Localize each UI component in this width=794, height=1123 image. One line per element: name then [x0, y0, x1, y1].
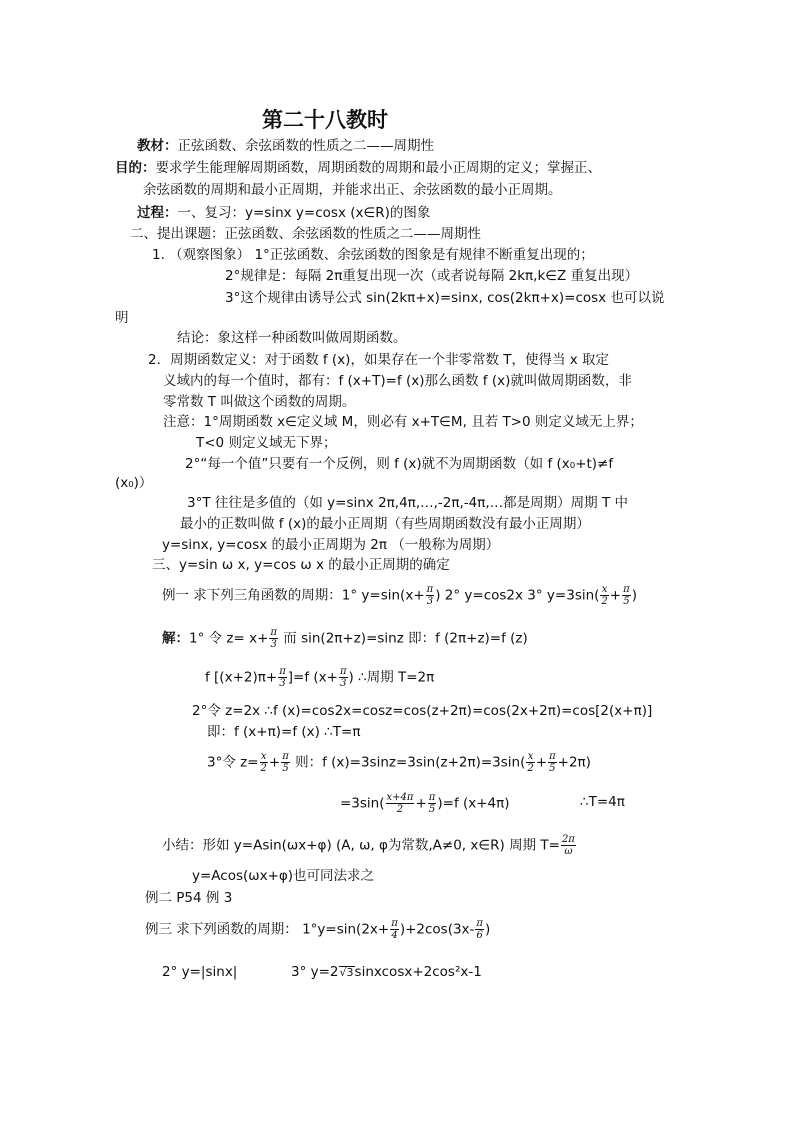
summary-line: 小结：形如 y=Asin(ωx+φ) (A, ω, φ为常数,A≠0, x∈R) 周期 T= $\frac{2\pi}{\omega}$ [162, 834, 575, 857]
aim-line-2: 余弦函数的周期和最小正周期，并能求出正、余弦函数的最小正周期。 [143, 182, 562, 198]
example-1-prompt: 例一 求下列三角函数的周期：1° y=sin(x+ [162, 587, 425, 604]
note-2b: (x₀)） [115, 475, 153, 491]
solution-1-step: f [(x+2)π+ $\frac{\pi}{3}$ ]=f (x+ $\frac{\pi}{3}$ ) ∴周期 T=2π [205, 666, 435, 689]
fraction-2pi-over-omega: $\frac{2\pi}{\omega}$ [561, 834, 575, 857]
sqrt-3: √3 [339, 966, 354, 979]
section-2-heading: 二、提出课题：正弦函数、余弦函数的性质之二——周期性 [130, 226, 481, 242]
aim-label: 目的： [115, 160, 156, 176]
p1-line-1: 1. （观察图象） 1°正弦函数、余弦函数的图象是有规律不断重复出现的； [152, 247, 594, 263]
example-3: 例三 求下列函数的周期： 1°y=sin(2x+ $\frac{\pi}{4}$ )+2cos(3x- $\frac{\pi}{6}$ ) [145, 918, 491, 941]
p1-conclusion: 结论：象这样一种函数叫做周期函数。 [177, 330, 407, 346]
solution-3b: =3sin( $\frac{x+4\pi}{2}$ + $\frac{\pi}{5}$ )=f (x+4π) [340, 792, 510, 815]
process-label: 过程： [137, 205, 178, 221]
example-1-part2: ) 2° y=cos2x 3° y=3sin( [435, 587, 600, 604]
fraction-x-over-2: $\frac{x}{2}$ [601, 584, 608, 607]
p2-line-3: 零常数 T 叫做这个函数的周期。 [163, 394, 356, 410]
fraction-pi-over-5: $\frac{\pi}{5}$ [428, 792, 436, 815]
process-line [137, 203, 430, 223]
p1-line-2: 2°规律是：每隔 2π重复出现一次（或者说每隔 2kπ,k∈Z 重复出现） [225, 268, 639, 284]
page-title: 第二十八教时 [262, 108, 388, 132]
solution-label: 解： [162, 630, 189, 647]
p1-line-4: 明 [115, 310, 129, 326]
p2-line-1: 2．周期函数定义：对于函数 f (x)，如果存在一个非零常数 T，使得当 x 取定 [148, 352, 610, 368]
fraction-pi-over-6: $\frac{\pi}{6}$ [476, 918, 483, 941]
example-1: 例一 求下列三角函数的周期：1° y=sin(x+ $\frac{\pi}{3}$ ) 2° y=cos2x 3° y=3sin( $\frac{x}{2}$ + $\frac{\pi}{5}$ ) [162, 584, 637, 607]
note-2: 2°“每一个值”只要有一个反例，则 f (x)就不为周期函数（如 f (x₀+t)≠f [185, 456, 614, 472]
note-1b: T<0 则定义域无下界； [196, 435, 337, 451]
fraction-pi-over-5: $\frac{\pi}{5}$ [623, 584, 630, 607]
solution-1: 解：1° 令 z= x+ $\frac{\pi}{3}$ 而 sin(2π+z)=sinz 即：f (2π+z)=f (z) [162, 627, 528, 650]
fraction-pi-over-3: $\frac{\pi}{3}$ [270, 627, 277, 650]
example-3-part-3: 3° y=2√3sinxcosx+2cos²x-1 [291, 964, 482, 980]
solution-2: 2°令 z=2x ∴f (x)=cos2x=cosz=cos(z+2π)=cos(2x+2π)=cos[2(x+π)] [192, 703, 653, 719]
note-1: 注意：1°周期函数 x∈定义域 M，则必有 x+T∈M, 且若 T>0 则定义域无上界； [163, 414, 643, 430]
material-text: 正弦函数、余弦函数的性质之二——周期性 [177, 138, 434, 154]
summary-line-2: y=Acos(ωx+φ)也可同法求之 [192, 868, 375, 884]
note-3: 3°T 往往是多值的（如 y=sinx 2π,4π,…,-2π,-4π,…都是周期）周期 T 中 [187, 495, 628, 511]
fraction-x-over-2: $\frac{x}{2}$ [260, 751, 267, 774]
fraction-pi-over-3: $\frac{\pi}{3}$ [339, 666, 347, 689]
note-4: y=sinx, y=cosx 的最小正周期为 2π （一般称为周期） [162, 537, 500, 553]
section-3-heading: 三、y=sin ω x, y=cos ω x 的最小正周期的确定 [152, 557, 450, 573]
fraction-pi-over-3: $\frac{\pi}{3}$ [426, 584, 434, 607]
example-2: 例二 P54 例 3 [145, 890, 233, 906]
fraction-pi-over-3: $\frac{\pi}{3}$ [279, 666, 286, 689]
material-line [137, 136, 434, 156]
fraction-pi-over-5: $\frac{\pi}{5}$ [549, 751, 556, 774]
p2-line-2: 义域内的每一个值时，都有：f (x+T)=f (x)那么函数 f (x)就叫做周期函数，非 [163, 373, 632, 389]
material-label: 教材： [137, 138, 178, 154]
fraction-x-over-2: $\frac{x}{2}$ [527, 751, 534, 774]
solution-2b: 即：f (x+π)=f (x) ∴T=π [207, 724, 361, 740]
summary-label: 小结： [162, 837, 203, 854]
process-text: 一、复习：y=sinx y=cosx (x∈R)的图象 [177, 205, 431, 221]
solution-3: 3°令 z= $\frac{x}{2}$ + $\frac{\pi}{5}$ 则：f (x)=3sinz=3sin(z+2π)=3sin( $\frac{x}{2}$ + $\frac{\pi}{5}$ +2π) [207, 751, 591, 774]
fraction-pi-over-5: $\frac{\pi}{5}$ [282, 751, 289, 774]
aim-line-1 [115, 158, 601, 178]
note-3b: 最小的正数叫做 f (x)的最小正周期（有些周期函数没有最小正周期） [180, 516, 590, 532]
example-3-part-2: 2° y=|sinx| [162, 964, 238, 980]
p1-line-3: 3°这个规律由诱导公式 sin(2kπ+x)=sinx, cos(2kπ+x)=cosx 也可以说 [225, 290, 665, 306]
aim-text-1: 要求学生能理解周期函数，周期函数的周期和最小正周期的定义；掌握正、 [155, 160, 601, 176]
solution-3-result: ∴T=4π [580, 794, 625, 810]
fraction-pi-over-4: $\frac{\pi}{4}$ [391, 918, 398, 941]
fraction-x4pi-over-2: $\frac{x+4\pi}{2}$ [386, 792, 414, 815]
